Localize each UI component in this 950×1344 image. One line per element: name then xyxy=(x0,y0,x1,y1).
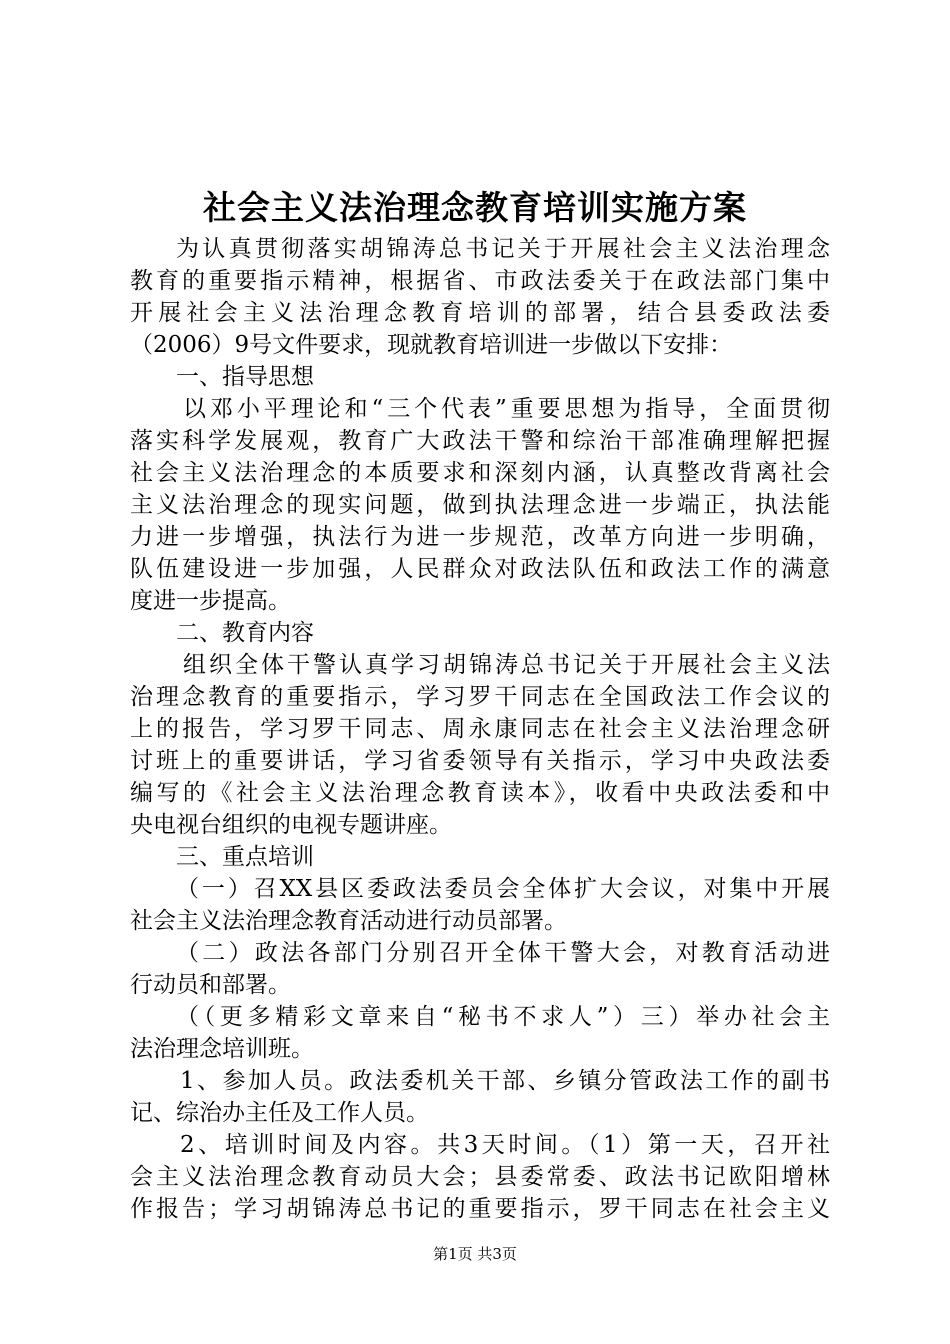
paragraph-line: 法治理念培训班。 xyxy=(130,1036,314,1062)
paragraph-line: 组织全体干警认真学习胡锦涛总书记关于开展社会主义法 xyxy=(183,652,830,678)
paragraph-line: 度进一步提高。 xyxy=(130,588,291,614)
paragraph-line: 力进一步增强，执法行为进一步规范，改革方向进一步明确， xyxy=(130,524,830,550)
paragraph-line: 社会主义法治理念教育活动进行动员部署。 xyxy=(130,908,567,934)
paragraph-line: 主义法治理念的现实问题，做到执法理念进一步端正，执法能 xyxy=(130,492,830,518)
paragraph-line: 开展社会主义法治理念教育培训的部署，结合县委政法委 xyxy=(130,300,830,326)
paragraph-line: 为认真贯彻落实胡锦涛总书记关于开展社会主义法治理念 xyxy=(176,236,830,262)
document-title: 社会主义法治理念教育培训实施方案 xyxy=(203,188,747,227)
paragraph-line: 落实科学发展观，教育广大政法干警和综治干部准确理解把握 xyxy=(130,428,830,454)
page-number-footer: 第1页 共3页 xyxy=(433,1245,517,1263)
section-heading: 三、重点培训 xyxy=(176,844,314,870)
paragraph-line: 会主义法治理念教育动员大会；县委常委、政法书记欧阳增林 xyxy=(130,1164,830,1190)
paragraph-line: （一）召XX县区委政法委员会全体扩大会议，对集中开展 xyxy=(176,876,830,902)
paragraph-line: （二）政法各部门分别召开全体干警大会，对教育活动进 xyxy=(176,940,830,966)
paragraph-line: 社会主义法治理念的本质要求和深刻内涵，认真整改背离社会 xyxy=(130,460,830,486)
paragraph-line: （（更多精彩文章来自“秘书不求人”）三）举办社会主 xyxy=(176,1004,830,1030)
paragraph-line: 队伍建设进一步加强，人民群众对政法队伍和政法工作的满意 xyxy=(130,556,830,582)
paragraph-line: 治理念教育的重要指示，学习罗干同志在全国政法工作会议的 xyxy=(130,684,830,710)
paragraph-line: 行动员和部署。 xyxy=(130,972,291,998)
paragraph-line: 教育的重要指示精神，根据省、市政法委关于在政法部门集中 xyxy=(130,268,830,294)
section-heading: 二、教育内容 xyxy=(176,620,314,646)
paragraph-line: 上的报告，学习罗干同志、周永康同志在社会主义法治理念研 xyxy=(130,716,830,742)
paragraph-line: （2006）9号文件要求，现就教育培训进一步做以下安排： xyxy=(130,332,733,358)
paragraph-line: 央电视台组织的电视专题讲座。 xyxy=(130,812,452,838)
paragraph-line: 编写的《社会主义法治理念教育读本》，收看中央政法委和中 xyxy=(130,780,830,806)
paragraph-line: 记、综治办主任及工作人员。 xyxy=(130,1100,429,1126)
paragraph-line: 以邓小平理论和“三个代表”重要思想为指导，全面贯彻 xyxy=(183,396,830,422)
paragraph-line: 2、培训时间及内容。共3天时间。（1）第一天，召开社 xyxy=(180,1132,830,1158)
section-heading: 一、指导思想 xyxy=(176,364,314,390)
document-body xyxy=(130,233,830,1225)
paragraph-line: 讨班上的重要讲话，学习省委领导有关指示，学习中央政法委 xyxy=(130,748,830,774)
paragraph-line: 1、参加人员。政法委机关干部、乡镇分管政法工作的副书 xyxy=(180,1068,830,1094)
paragraph-line: 作报告；学习胡锦涛总书记的重要指示，罗干同志在社会主义 xyxy=(130,1196,830,1222)
